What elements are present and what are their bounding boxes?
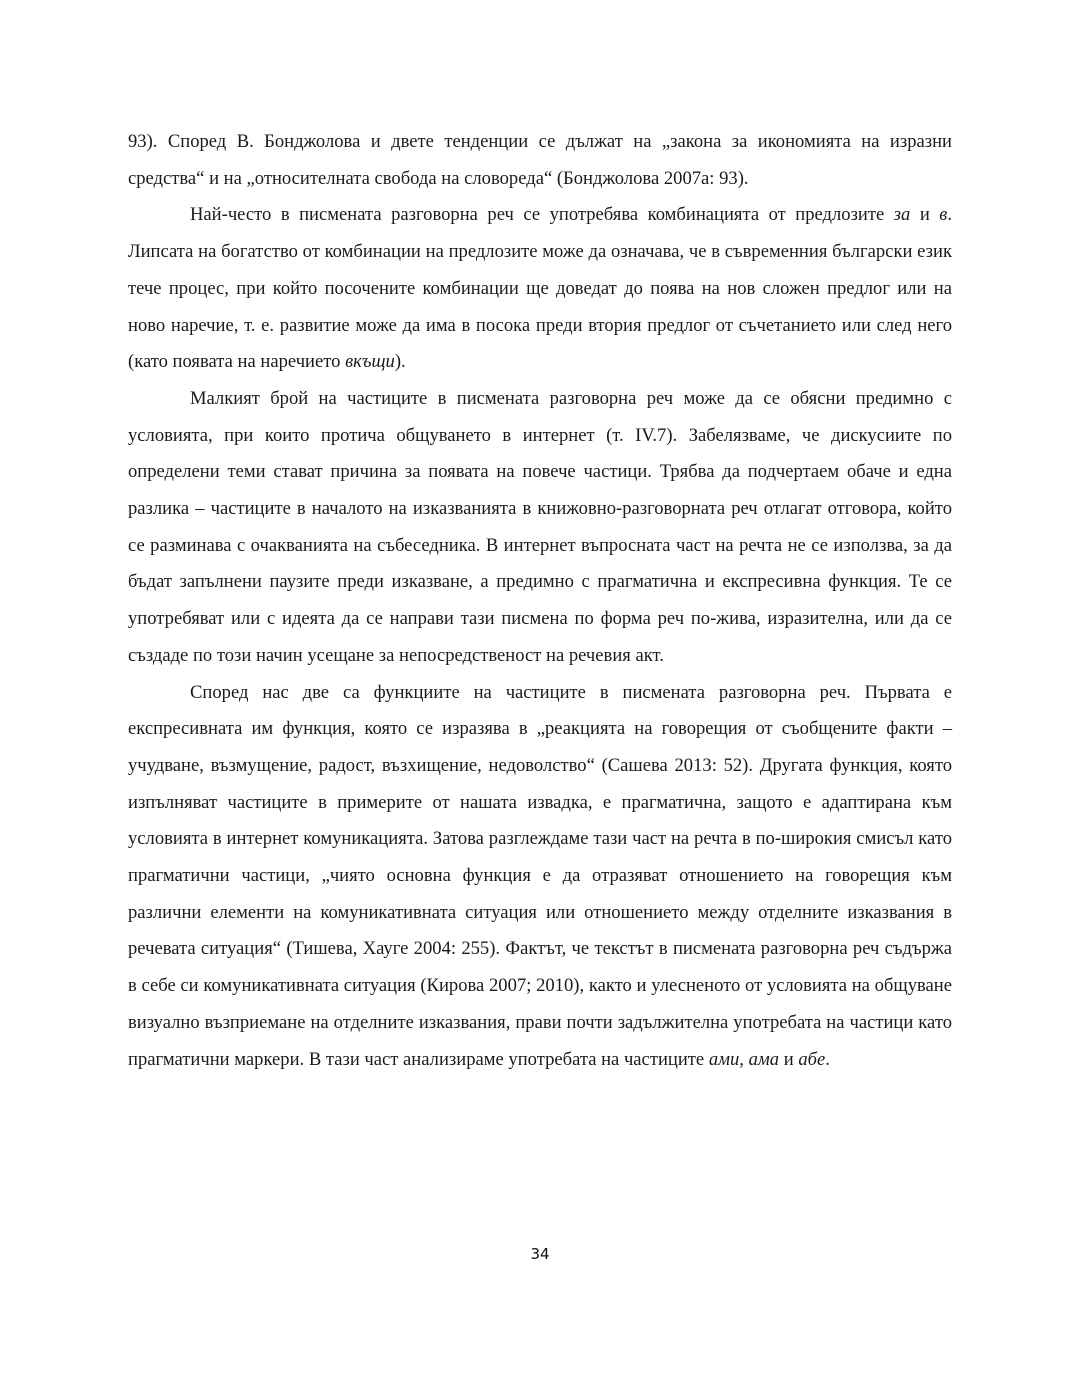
text-run: и xyxy=(779,1048,799,1070)
paragraph xyxy=(128,197,952,381)
italic-term: ами xyxy=(708,1048,740,1070)
italic-term: абе xyxy=(798,1048,826,1070)
paragraph xyxy=(128,124,952,197)
italic-term: вкъщи xyxy=(345,351,395,373)
text-run: Най-често в писмената разговорна реч се употребява комбинацията от предлозите xyxy=(190,204,894,226)
text-run: 93). Според В. Бонджолова и двете тенденции се дължат на „закона за икономията на изразни средства“ и на „относителната свобода на словореда“ (Бонджолова 2007а: 93). xyxy=(128,131,952,189)
text-run: , xyxy=(739,1048,749,1070)
page-number: 34 xyxy=(530,1245,550,1263)
italic-term: ама xyxy=(748,1048,780,1070)
body-text xyxy=(128,124,952,1078)
text-run: ). xyxy=(394,351,406,373)
text-run: . Липсата на богатство от комбинации на предлозите може да означава, че в съвременния български език тече процес, при който посочените комбинации ще доведат до поява на нов сложен предлог или на ново наречие, т. е. развитие може да има в посока преди втория предлог от съчетанието или след него (като появата на наречието xyxy=(128,204,953,373)
paragraph xyxy=(128,675,952,1079)
text-run: . xyxy=(825,1048,830,1070)
text-run: и xyxy=(910,204,940,226)
italic-term: в xyxy=(939,204,948,226)
text-run: Според нас две са функциите на частиците в писмената разговорна реч. Първата е експресивната им функция, която се изразява в „реакцията на говорещия от съобщените факти – учудване, възмущение, радост, възхищение, недоволство“ (Сашева 2013: 52). Другата функция, която изпълняват частиците в примерите от нашата извадка, е прагматична, защото е адаптирана към условията в интернет комуникацията. Затова разглеждаме тази част на речта в по-широкия смисъл като прагматични частици, „чиято основна функция е да отразяват отношението на говорещия към различни елементи на комуникативната ситуация или отношението между отделните изказвания в речевата ситуация“ (Тишева, Хауге 2004: 255). Фактът, че текстът в писмената разговорна реч съдържа в себе си комуникативната ситуация (Кирова 2007; 2010), както и улесненото от условията на общуване визуално възприемане на отделните изказвания, прави почти задължителна употребата на частици като прагматични маркери. В тази част анализираме употребата на частиците xyxy=(128,681,952,1070)
text-run: Малкият брой на частиците в писмената разговорна реч може да се обясни предимно с условията, при които протича общуването в интернет (т. IV.7). Забелязваме, че дискусиите по определени теми стават причина за появата на повече частици. Трябва да подчертаем обаче и една разлика – частиците в началото на изказванията в книжовно-разговорната реч отлагат отговора, който се разминава с очакванията на събеседника. В интернет въпросната част на речта не се използва, за да бъдат запълнени паузите преди изказване, а предимно с прагматична и експресивна функция. Те се употребяват или с идеята да се направи тази писмена по форма реч по-жива, изразителна, или да се създаде по този начин усещане за непосредственост на речевия акт. xyxy=(128,387,952,666)
italic-term: за xyxy=(893,204,911,226)
paragraph xyxy=(128,381,952,675)
